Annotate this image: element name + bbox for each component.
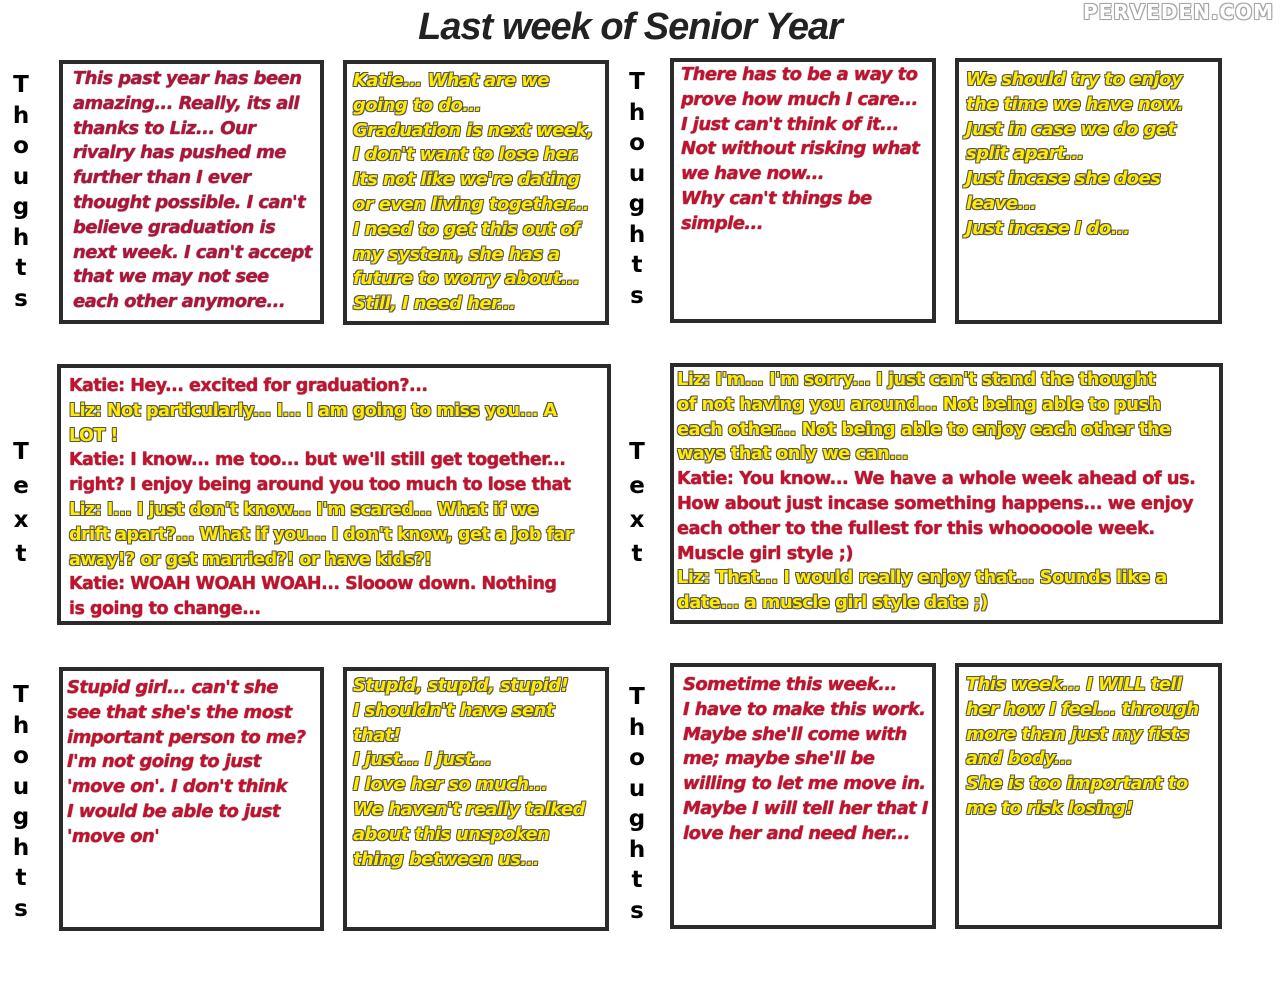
dialogue-line: each other to the fullest for this whooooole week.: [677, 517, 1155, 539]
label-letter: u: [628, 160, 646, 187]
thoughts-label-row1-left: [6, 74, 36, 318]
dialogue-line: Katie: You know... We have a whole week ahead of us.: [677, 468, 1196, 490]
label-letter: h: [628, 221, 646, 248]
dialogue-line: me; maybe she'll be: [683, 748, 875, 770]
label-letter: u: [628, 775, 646, 802]
dialogue-line: away!? or get married?! or have kids?!: [69, 549, 432, 570]
dialogue-line: my system, she has a: [353, 243, 560, 265]
dialogue-line: Stupid, stupid, stupid!: [353, 675, 569, 696]
dialogue-line: How about just incase something happens... we enjoy: [677, 492, 1194, 514]
dialogue-line: date... a muscle girl style date ;): [677, 592, 988, 614]
dialogue-line: that!: [353, 724, 401, 746]
label-letter: t: [15, 541, 27, 567]
dialogue-line: that we may not see: [73, 266, 269, 288]
dialogue-line: Stupid girl... can't she: [67, 677, 278, 698]
label-letter: h: [12, 712, 30, 739]
label-letter: h: [628, 99, 646, 126]
dialogue-line: split apart...: [966, 143, 1084, 165]
label-letter: t: [631, 252, 643, 278]
dialogue-line: I love her so much...: [353, 774, 548, 796]
page-title: Last week of Senior Year: [418, 6, 842, 48]
dialogue-line: Katie... What are we: [353, 70, 549, 91]
dialogue-line: is going to change...: [69, 599, 261, 620]
thoughts-label-row1-right: [622, 71, 652, 315]
panel-text: [959, 62, 1218, 242]
dialogue-line: we have now...: [681, 163, 825, 185]
dialogue-line: love her and need her...: [683, 822, 910, 844]
dialogue-line: simple...: [681, 212, 764, 234]
dialogue-line: drift apart?... What if you... I don't know, get a job far: [69, 524, 573, 545]
thought-panel-liz-2: [955, 58, 1222, 324]
dialogue-line: LOT !: [69, 425, 118, 446]
label-letter: o: [13, 743, 29, 769]
label-letter: h: [628, 714, 646, 741]
dialogue-line: Still, I need her...: [353, 293, 516, 315]
dialogue-line: We should try to enjoy: [966, 69, 1183, 90]
panel-text: [674, 367, 1219, 616]
panel-text: [674, 667, 932, 847]
label-letter: x: [629, 507, 645, 533]
thought-panel-liz-1: [343, 60, 609, 325]
dialogue-line: about this unspoken: [353, 823, 550, 845]
label-letter: t: [15, 865, 27, 891]
dialogue-line: further than I ever: [73, 167, 251, 189]
dialogue-line: I'm not going to just: [67, 751, 261, 773]
dialogue-line: Just incase I do...: [966, 217, 1130, 239]
label-letter: u: [12, 163, 30, 190]
dialogue-line: or even living together...: [353, 193, 589, 215]
dialogue-line: Just incase she does: [966, 168, 1161, 190]
dialogue-line: willing to let me move in.: [683, 773, 926, 795]
label-letter: t: [631, 541, 643, 567]
dialogue-line: This week... I WILL tell: [966, 674, 1182, 695]
dialogue-line: leave...: [966, 192, 1037, 214]
dialogue-line: Graduation is next week,: [353, 119, 593, 141]
dialogue-line: more than just my fists: [966, 723, 1189, 745]
label-letter: T: [13, 72, 29, 98]
thought-panel-liz-3: [59, 667, 324, 931]
text-label-row2-left: [6, 441, 36, 577]
dialogue-line: Katie: WOAH WOAH WOAH... Slooow down. Nothing: [69, 574, 557, 595]
dialogue-line: thanks to Liz... Our: [73, 117, 256, 139]
dialogue-line: I just can't think of it...: [681, 113, 899, 135]
dialogue-line: Maybe I will tell her that I: [683, 797, 928, 819]
dialogue-line: 'move on': [67, 825, 160, 847]
thought-panel-liz-4: [670, 663, 936, 929]
dialogue-line: thing between us...: [353, 848, 540, 870]
label-letter: t: [631, 867, 643, 893]
dialogue-line: I just... I just...: [353, 749, 492, 771]
dialogue-line: next week. I can't accept: [73, 241, 312, 263]
text-panel-conversation-1: [57, 364, 611, 625]
watermark: PERVEDEN.COM: [1082, 0, 1274, 24]
dialogue-line: Sometime this week...: [683, 674, 897, 695]
dialogue-line: future to worry about...: [353, 268, 580, 290]
dialogue-line: Liz: That... I would really enjoy that... Sounds like a: [677, 567, 1167, 589]
panel-text: [347, 64, 605, 317]
dialogue-line: She is too important to: [966, 773, 1188, 795]
text-label-row2-right: [622, 441, 652, 577]
dialogue-line: amazing... Really, its all: [73, 92, 299, 114]
label-letter: t: [15, 255, 27, 281]
dialogue-line: Muscle girl style ;): [677, 542, 853, 564]
label-letter: o: [13, 133, 29, 159]
dialogue-line: going to do...: [353, 94, 481, 116]
dialogue-line: prove how much I care...: [681, 88, 918, 110]
panel-text: [63, 671, 320, 850]
panel-text: [63, 64, 320, 315]
thought-panel-katie-3: [343, 667, 609, 931]
dialogue-line: thought possible. I can't: [73, 191, 306, 213]
dialogue-line: right? I enjoy being around you too much to lose that: [69, 475, 571, 496]
dialogue-line: Katie: Hey... excited for graduation?...: [69, 376, 428, 396]
dialogue-line: ways that only we can...: [677, 443, 908, 465]
dialogue-line: believe graduation is: [73, 216, 276, 238]
dialogue-line: I shouldn't have sent: [353, 699, 554, 721]
dialogue-line: I need to get this out of: [353, 218, 580, 240]
dialogue-line: each other... Not being able to enjoy each other the: [677, 418, 1171, 440]
dialogue-line: Not without risking what: [681, 138, 920, 160]
label-letter: s: [14, 285, 28, 312]
label-letter: T: [629, 684, 645, 710]
label-letter: g: [628, 191, 646, 217]
dialogue-line: I have to make this work.: [683, 698, 926, 720]
dialogue-line: of not having you around... Not being able to push: [677, 393, 1161, 415]
dialogue-line: This past year has been: [73, 68, 302, 89]
label-letter: T: [13, 682, 29, 708]
dialogue-line: 'move on'. I don't think: [67, 776, 288, 798]
thoughts-label-row3-left: [6, 684, 36, 928]
panel-text: [674, 62, 932, 237]
label-letter: g: [628, 806, 646, 832]
thoughts-label-row3-right: [622, 686, 652, 930]
dialogue-line: and body...: [966, 748, 1073, 770]
thought-panel-katie-2: [670, 58, 936, 323]
label-letter: e: [629, 473, 645, 499]
label-letter: g: [12, 804, 30, 830]
label-letter: u: [12, 773, 30, 800]
panel-text: [61, 368, 607, 622]
dialogue-line: There has to be a way to: [681, 64, 918, 85]
dialogue-line: me to risk losing!: [966, 797, 1133, 819]
dialogue-line: Liz: I... I just don't know... I'm scared... What if we: [69, 499, 539, 520]
dialogue-line: Its not like we're dating: [353, 169, 580, 191]
label-letter: h: [12, 224, 30, 251]
dialogue-line: the time we have now.: [966, 93, 1184, 115]
label-letter: s: [14, 895, 28, 922]
label-letter: g: [12, 194, 30, 220]
dialogue-line: Just in case we do get: [966, 118, 1176, 140]
label-letter: s: [630, 897, 644, 924]
label-letter: h: [12, 834, 30, 861]
label-letter: h: [628, 836, 646, 863]
label-letter: o: [629, 130, 645, 156]
label-letter: s: [630, 282, 644, 309]
dialogue-line: Liz: I'm... I'm sorry... I just can't stand the thought: [677, 369, 1156, 390]
label-letter: T: [629, 69, 645, 95]
dialogue-line: We haven't really talked: [353, 798, 585, 820]
label-letter: T: [629, 439, 645, 465]
panel-text: [347, 671, 605, 872]
dialogue-line: Liz: Not particularly... I... I am going to miss you... A: [69, 400, 557, 421]
panel-text: [959, 667, 1218, 822]
dialogue-line: her how I feel... through: [966, 698, 1199, 720]
dialogue-line: Why can't things be: [681, 187, 872, 209]
label-letter: o: [629, 745, 645, 771]
dialogue-line: I don't want to lose her.: [353, 144, 580, 166]
dialogue-line: each other anymore...: [73, 291, 286, 313]
dialogue-line: Katie: I know... me too... but we'll still get together...: [69, 450, 566, 471]
label-letter: T: [13, 439, 29, 465]
dialogue-line: I would be able to just: [67, 800, 280, 822]
thought-panel-katie-1: [59, 60, 324, 324]
dialogue-line: important person to me?: [67, 726, 306, 748]
dialogue-line: Maybe she'll come with: [683, 723, 907, 745]
label-letter: e: [13, 473, 29, 499]
label-letter: h: [12, 102, 30, 129]
text-panel-conversation-2: [670, 363, 1223, 624]
dialogue-line: rivalry has pushed me: [73, 142, 286, 164]
label-letter: x: [13, 507, 29, 533]
thought-panel-katie-4: [955, 663, 1222, 929]
dialogue-line: see that she's the most: [67, 701, 292, 723]
